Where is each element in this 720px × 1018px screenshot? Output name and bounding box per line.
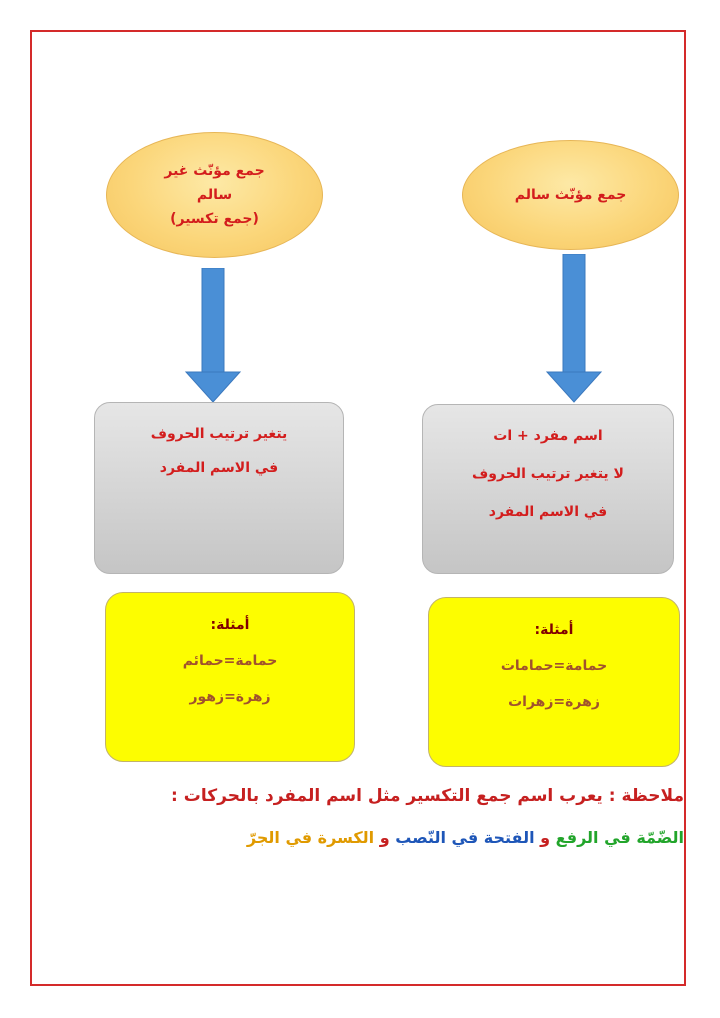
broken-plural-title-line1: جمع مؤنّث غير xyxy=(164,163,265,179)
broken-plural-examples-box xyxy=(105,592,355,762)
down-arrow-right xyxy=(545,254,603,404)
note-line-1: ملاحظة : يعرب اسم جمع التكسير مثل اسم المفرد بالحركات : xyxy=(171,786,684,806)
broken-plural-rule-line1: يتغير ترتيب الحروف xyxy=(150,426,288,442)
broken-plural-title-line3: (جمع تكسير) xyxy=(170,211,259,227)
sound-feminine-plural-title: جمع مؤنّث سالم xyxy=(514,187,627,203)
sound-plural-example-1: حمامة=حمامات xyxy=(500,658,608,674)
kasra-rule: الكسرة في الجرّ xyxy=(246,828,375,847)
sound-plural-rule-line3: في الاسم المفرد xyxy=(488,504,608,520)
sound-plural-rule-line1: اسم مفرد + ات xyxy=(493,428,603,444)
broken-plural-rule-line2: في الاسم المفرد xyxy=(159,460,279,476)
fatha-rule: الفتحة في النّصب xyxy=(395,828,535,847)
sound-feminine-plural-oval xyxy=(462,140,679,250)
note-line-2 xyxy=(247,828,684,847)
broken-plural-title-line2: سالم xyxy=(196,187,233,203)
sound-plural-rule-box xyxy=(422,404,674,574)
broken-plural-rule-box xyxy=(94,402,344,574)
sound-plural-examples-title: أمثلة: xyxy=(534,622,574,638)
conjunction-1: و xyxy=(534,828,556,847)
conjunction-2: و xyxy=(374,828,396,847)
sound-plural-example-2: زهرة=زهرات xyxy=(508,694,600,710)
damma-rule: الضّمّة في الرفع xyxy=(555,828,684,847)
down-arrow-left xyxy=(184,268,242,404)
sound-plural-examples-box xyxy=(428,597,680,767)
broken-plural-example-2: زهرة=زهور xyxy=(189,689,271,705)
broken-plural-examples-title: أمثلة: xyxy=(210,617,250,633)
broken-plural-example-1: حمامة=حمائم xyxy=(182,653,278,669)
sound-plural-rule-line2: لا يتغير ترتيب الحروف xyxy=(472,466,624,482)
broken-plural-oval xyxy=(106,132,323,258)
